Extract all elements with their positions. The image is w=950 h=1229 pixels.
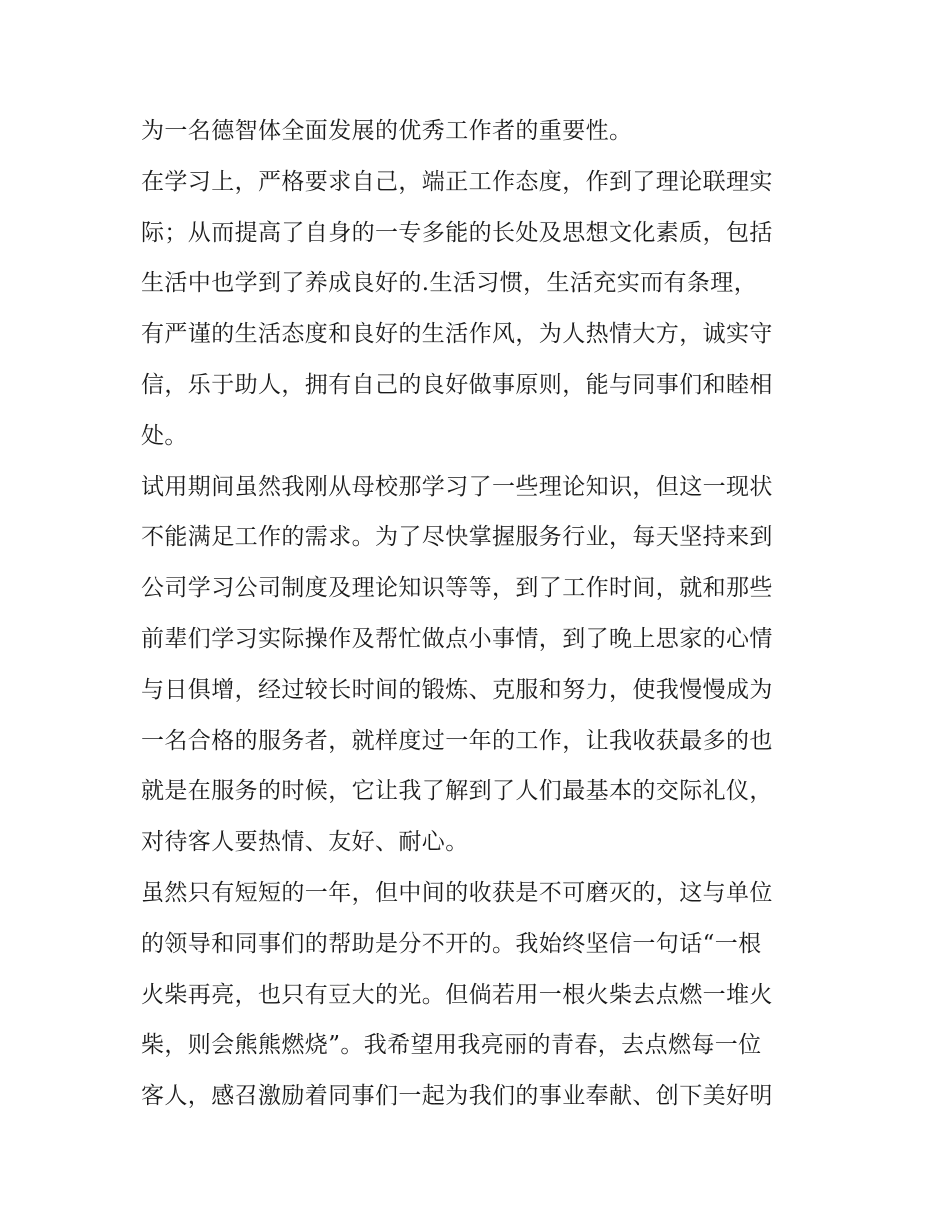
text-line: 处。 — [141, 422, 188, 449]
text-line: 试用期间虽然我刚从母校那学习了一些理论知识，但这一现状 — [141, 473, 773, 500]
text-line: 际；从而提高了自身的一专多能的长处及思想文化素质，包括 — [141, 219, 773, 246]
text-line: 有严谨的生活态度和良好的生活作风，为人热情大方，诚实守 — [141, 321, 773, 348]
text-line: 的领导和同事们的帮助是分不开的。我始终坚信一句话“一根 — [141, 930, 762, 957]
text-line: 一名合格的服务者，就样度过一年的工作，让我收获最多的也 — [141, 727, 773, 754]
text-line: 为一名德智体全面发展的优秀工作者的重要性。 — [141, 118, 633, 144]
text-line: 公司学习公司制度及理论知识等等，到了工作时间，就和那些 — [141, 575, 773, 602]
text-line: 在学习上，严格要求自己，端正工作态度，作到了理论联理实 — [141, 168, 773, 195]
text-line: 虽然只有短短的一年，但中间的收获是不可磨灭的，这与单位 — [141, 879, 773, 906]
text-line: 柴，则会熊熊燃烧”。我希望用我亮丽的青春，去点燃每一位 — [141, 1032, 762, 1059]
text-line: 客人，感召激励着同事们一起为我们的事业奉献、创下美好明 — [141, 1083, 773, 1110]
text-line: 对待客人要热情、友好、耐心。 — [141, 829, 469, 856]
text-line: 生活中也学到了养成良好的.生活习惯，生活充实而有条理， — [141, 270, 758, 297]
text-line: 与日俱增，经过较长时间的锻炼、克服和努力，使我慢慢成为 — [141, 676, 773, 703]
text-line: 火柴再亮，也只有豆大的光。但倘若用一根火柴去点燃一堆火 — [141, 981, 773, 1008]
text-line: 前辈们学习实际操作及帮忙做点小事情，到了晚上思家的心情 — [141, 625, 773, 652]
document-body — [141, 106, 821, 1122]
text-line: 就是在服务的时候，它让我了解到了人们最基本的交际礼仪， — [141, 778, 773, 805]
text-line: 不能满足工作的需求。为了尽快掌握服务行业，每天坚持来到 — [141, 524, 773, 551]
text-line: 信，乐于助人，拥有自己的良好做事原则，能与同事们和睦相 — [141, 371, 773, 398]
